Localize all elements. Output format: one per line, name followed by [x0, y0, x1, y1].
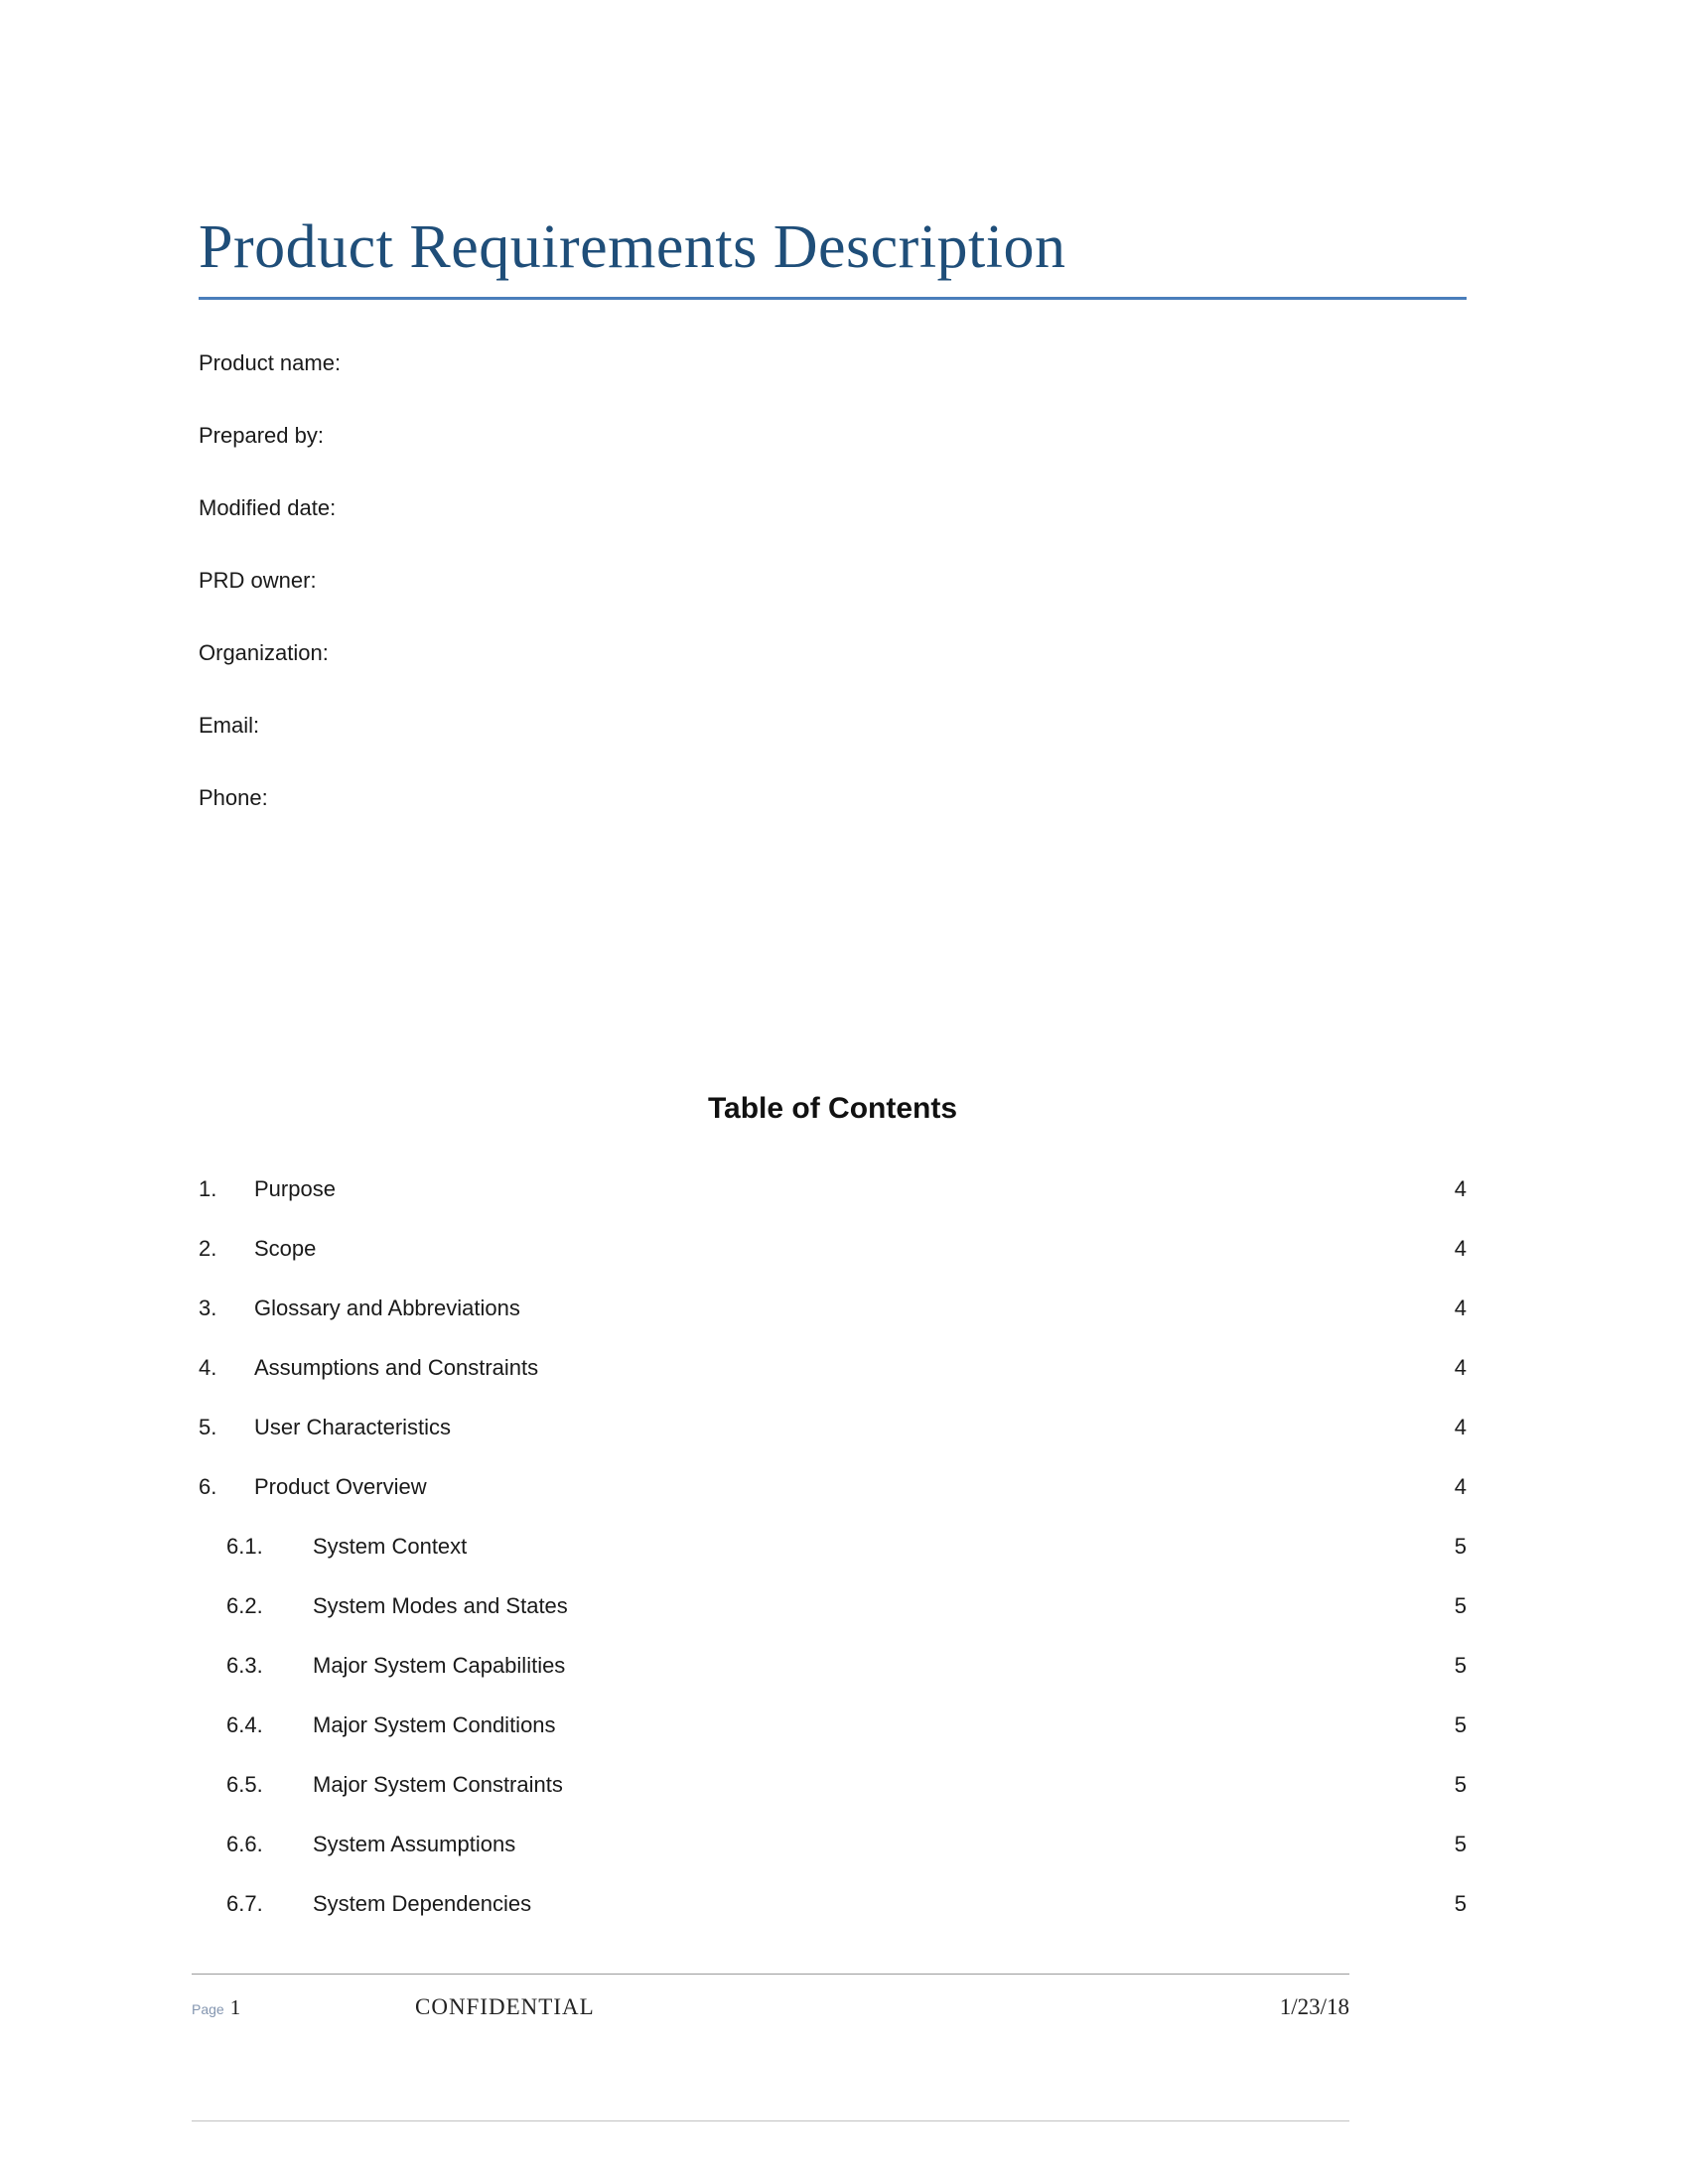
toc-item-number: 6.6.: [226, 1832, 263, 1857]
toc-item-system-dependencies[interactable]: [199, 1892, 1467, 1915]
toc-item-page: 5: [1454, 1653, 1467, 1679]
toc-item-label: Assumptions and Constraints: [254, 1355, 539, 1381]
toc-item-number: 6.5.: [226, 1772, 263, 1798]
toc-item-page: 4: [1454, 1236, 1467, 1262]
toc-item-purpose[interactable]: [199, 1177, 1467, 1200]
toc-item-page: 5: [1454, 1891, 1467, 1917]
field-modified-date: Modified date:: [199, 495, 337, 521]
toc-item-label: User Characteristics: [254, 1415, 452, 1440]
toc-heading: Table of Contents: [707, 1092, 958, 1126]
toc-item-page: 4: [1454, 1474, 1467, 1500]
toc-item-system-assumptions[interactable]: [199, 1833, 1467, 1855]
toc-item-page: 4: [1454, 1296, 1467, 1321]
toc-item-label: Glossary and Abbreviations: [254, 1296, 520, 1321]
metadata-fields: [199, 351, 1467, 809]
toc-item-number: 4.: [199, 1355, 217, 1381]
footer-date: 1/23/18: [1279, 1994, 1349, 2019]
toc-item-number: 6.4.: [226, 1712, 263, 1738]
toc-item-page: 5: [1454, 1772, 1467, 1798]
toc-item-label: Major System Capabilities: [313, 1653, 566, 1679]
footer-confidential-label: CONFIDENTIAL: [415, 1994, 595, 2019]
toc-item-label: System Dependencies: [313, 1891, 532, 1917]
toc-item-user-characteristics[interactable]: [199, 1416, 1467, 1438]
toc-item-page: 5: [1454, 1832, 1467, 1857]
footer-page-number: 1: [229, 1995, 241, 2019]
toc-item-system-context[interactable]: [199, 1535, 1467, 1558]
page-footer: [192, 1974, 1349, 2020]
toc-item-page: 4: [1454, 1415, 1467, 1440]
field-email: Email:: [199, 713, 260, 739]
toc-item-system-modes[interactable]: [199, 1594, 1467, 1617]
toc-item-label: System Context: [313, 1534, 468, 1560]
toc-item-glossary[interactable]: [199, 1297, 1467, 1319]
document-title: Product Requirements Description: [199, 213, 1467, 300]
toc-item-label: Purpose: [254, 1176, 336, 1202]
field-prepared-by: Prepared by:: [199, 423, 324, 449]
toc-item-number: 1.: [199, 1176, 217, 1202]
toc-item-label: Product Overview: [254, 1474, 427, 1500]
toc-item-number: 6.7.: [226, 1891, 263, 1917]
field-phone: Phone:: [199, 785, 268, 811]
toc-item-page: 4: [1454, 1176, 1467, 1202]
toc-item-label: Major System Constraints: [313, 1772, 563, 1798]
toc-item-major-capabilities[interactable]: [199, 1654, 1467, 1677]
toc-item-number: 6.: [199, 1474, 217, 1500]
toc-item-page: 5: [1454, 1593, 1467, 1619]
page-edge-rule: [192, 2120, 1349, 2121]
toc-item-label: System Modes and States: [313, 1593, 568, 1619]
footer-page-label: Page: [192, 2001, 224, 2017]
toc-item-number: 3.: [199, 1296, 217, 1321]
toc-item-label: Major System Conditions: [313, 1712, 556, 1738]
toc-item-scope[interactable]: [199, 1237, 1467, 1260]
field-prd-owner: PRD owner:: [199, 568, 317, 594]
toc-item-number: 5.: [199, 1415, 217, 1440]
field-product-name: Product name:: [199, 350, 342, 376]
toc-item-page: 4: [1454, 1355, 1467, 1381]
toc-item-label: System Assumptions: [313, 1832, 516, 1857]
toc-item-label: Scope: [254, 1236, 317, 1262]
toc-item-number: 2.: [199, 1236, 217, 1262]
toc-item-number: 6.1.: [226, 1534, 263, 1560]
toc-item-number: 6.3.: [226, 1653, 263, 1679]
toc-item-assumptions[interactable]: [199, 1356, 1467, 1379]
toc-item-major-constraints[interactable]: [199, 1773, 1467, 1796]
toc-item-page: 5: [1454, 1534, 1467, 1560]
toc-list: [199, 1177, 1467, 1915]
toc-item-page: 5: [1454, 1712, 1467, 1738]
toc-item-number: 6.2.: [226, 1593, 263, 1619]
field-organization: Organization:: [199, 640, 329, 666]
footer-page-cell: [192, 1995, 415, 2020]
toc-item-major-conditions[interactable]: [199, 1713, 1467, 1736]
toc-item-product-overview[interactable]: [199, 1475, 1467, 1498]
